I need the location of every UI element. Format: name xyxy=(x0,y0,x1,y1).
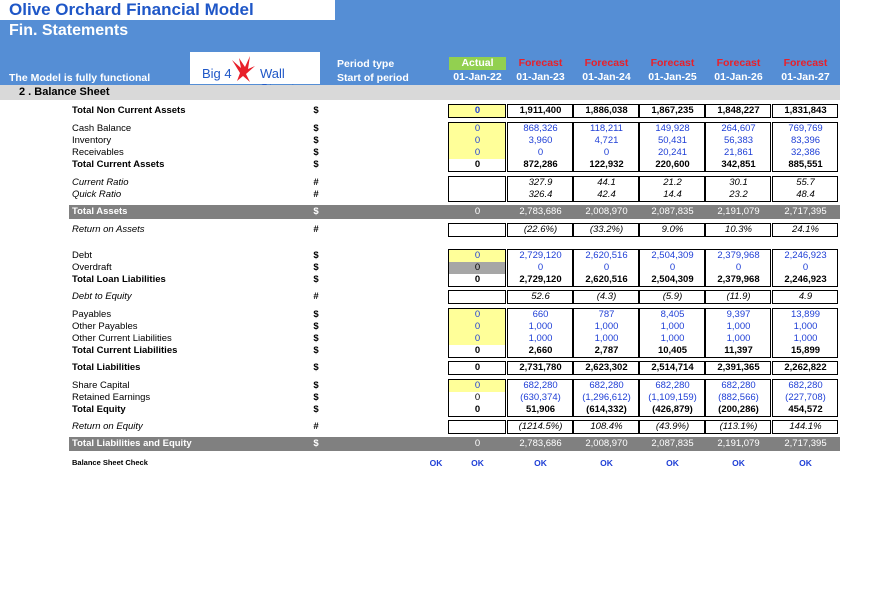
value-cell: 2,087,835 xyxy=(651,206,694,217)
value-cell[interactable]: 0 xyxy=(735,262,742,273)
cell-group-border xyxy=(639,249,705,287)
value-cell: 0 xyxy=(449,333,506,345)
check-ok-3: OK xyxy=(600,458,613,468)
row-unit: $ xyxy=(313,309,319,320)
value-cell: 0 xyxy=(449,321,506,333)
row-unit: $ xyxy=(313,321,319,332)
cell-group-border xyxy=(639,379,705,417)
cell-group-border xyxy=(448,379,506,417)
value-cell: 2,787 xyxy=(594,345,619,356)
cell-group-border xyxy=(639,420,705,434)
start-date-3: 01-Jan-25 xyxy=(648,71,697,83)
row-label: Total Liabilities xyxy=(72,362,141,373)
cell-group-border xyxy=(772,308,838,358)
value-cell: 2,246,923 xyxy=(784,274,827,285)
value-cell: (1214.5%) xyxy=(518,421,563,432)
cell-group-border xyxy=(448,420,506,434)
value-cell[interactable]: 13,899 xyxy=(790,309,821,320)
cell-group-border xyxy=(573,223,639,237)
value-cell: 52.6 xyxy=(531,291,550,302)
period-type-0: Actual xyxy=(449,57,506,70)
value-cell: 2,008,970 xyxy=(585,206,628,217)
value-cell: 24.1% xyxy=(792,224,819,235)
row-unit: $ xyxy=(313,206,319,217)
value-cell: 872,286 xyxy=(523,159,558,170)
value-cell[interactable]: 0 xyxy=(603,147,610,158)
value-cell[interactable]: 32,386 xyxy=(790,147,821,158)
value-cell[interactable]: 56,383 xyxy=(723,135,754,146)
value-cell: 30.1 xyxy=(729,177,748,188)
value-cell: 4.9 xyxy=(798,291,813,302)
value-cell: 0 xyxy=(474,206,481,217)
value-cell: 342,851 xyxy=(721,159,756,170)
row-unit: $ xyxy=(313,147,319,158)
value-cell[interactable]: 2,729,120 xyxy=(519,250,562,261)
value-cell: 51,906 xyxy=(525,404,556,415)
value-cell: 454,572 xyxy=(788,404,823,415)
row-label: Total Equity xyxy=(72,404,126,415)
row-label: Total Liabilities and Equity xyxy=(72,438,192,449)
cell-group-border xyxy=(507,176,573,202)
row-label: Share Capital xyxy=(72,380,130,391)
row-label: Return on Equity xyxy=(72,421,143,432)
value-cell: 48.4 xyxy=(796,189,815,200)
value-cell[interactable]: 1,000 xyxy=(528,321,553,332)
row-unit: $ xyxy=(313,135,319,146)
value-cell: 1,831,843 xyxy=(784,105,827,116)
value-cell[interactable]: 682,280 xyxy=(788,380,823,391)
row-label: Overdraft xyxy=(72,262,112,273)
cell-group-border xyxy=(639,361,705,375)
value-cell[interactable]: 682,280 xyxy=(721,380,756,391)
cell-group-border xyxy=(772,361,838,375)
cell-group-border xyxy=(772,379,838,417)
row-unit: $ xyxy=(313,274,319,285)
value-cell[interactable]: 1,000 xyxy=(726,321,751,332)
value-cell[interactable]: 8,405 xyxy=(660,309,685,320)
cell-group-border xyxy=(639,176,705,202)
row-unit: $ xyxy=(313,250,319,261)
value-cell: (22.6%) xyxy=(523,224,558,235)
value-cell[interactable]: 769,769 xyxy=(788,123,823,134)
row-label: Quick Ratio xyxy=(72,189,122,200)
section-title-balance-sheet: 2 . Balance Sheet xyxy=(0,85,840,100)
cell-group-border xyxy=(573,361,639,375)
period-type-3: Forecast xyxy=(650,57,695,69)
cell-group-border xyxy=(639,122,705,172)
value-cell: 42.4 xyxy=(597,189,616,200)
cell-group-border xyxy=(705,223,771,237)
row-unit: $ xyxy=(313,159,319,170)
value-cell[interactable]: 0 xyxy=(669,262,676,273)
row-label: Debt to Equity xyxy=(72,291,132,302)
value-cell: 55.7 xyxy=(796,177,815,188)
cell-group-border xyxy=(448,290,506,304)
balance-sheet-check-label: Balance Sheet Check xyxy=(72,458,148,467)
cell-group-border xyxy=(639,308,705,358)
value-cell[interactable]: 0 xyxy=(537,147,544,158)
value-cell[interactable]: 682,280 xyxy=(523,380,558,391)
cell-group-border xyxy=(448,176,506,202)
cell-group-border xyxy=(705,104,771,118)
value-cell[interactable]: 0 xyxy=(603,262,610,273)
value-cell: 327.9 xyxy=(528,177,553,188)
value-cell: 0 xyxy=(449,262,506,274)
value-cell: 1,886,038 xyxy=(585,105,628,116)
row-label: Debt xyxy=(72,250,93,261)
cell-group-border xyxy=(772,176,838,202)
value-cell[interactable]: (1,296,612) xyxy=(582,392,631,403)
value-cell: 0 xyxy=(449,105,506,117)
value-cell: 0 xyxy=(474,438,481,449)
check-ok-6: OK xyxy=(799,458,812,468)
value-cell: 11,397 xyxy=(724,345,753,356)
row-unit: $ xyxy=(313,438,319,449)
cell-group-border xyxy=(705,420,771,434)
cell-group-border xyxy=(772,223,838,237)
value-cell[interactable]: (882,566) xyxy=(718,392,759,403)
value-cell: 326.4 xyxy=(528,189,553,200)
value-cell: 220,600 xyxy=(655,159,690,170)
row-label: Receivables xyxy=(72,147,124,158)
value-cell[interactable]: 1,000 xyxy=(660,333,685,344)
value-cell[interactable]: 1,000 xyxy=(726,333,751,344)
period-type-label: Period type xyxy=(337,58,395,70)
value-cell[interactable]: 1,000 xyxy=(528,333,553,344)
cell-group-border xyxy=(507,104,573,118)
value-cell: 10.3% xyxy=(725,224,752,235)
value-cell[interactable]: 0 xyxy=(537,262,544,273)
value-cell[interactable]: 149,928 xyxy=(655,123,690,134)
cell-group-border xyxy=(705,176,771,202)
row-label: Payables xyxy=(72,309,112,320)
model-title: Olive Orchard Financial Model xyxy=(0,0,335,20)
value-cell: (11.9) xyxy=(726,291,751,302)
cell-group-border xyxy=(507,290,573,304)
row-label: Other Current Liabilities xyxy=(72,333,172,344)
value-cell[interactable]: 20,241 xyxy=(657,147,688,158)
value-cell[interactable]: (630,374) xyxy=(520,392,561,403)
cell-group-border xyxy=(705,290,771,304)
check-ok-5: OK xyxy=(732,458,745,468)
start-date-0: 01-Jan-22 xyxy=(453,71,502,83)
cell-group-border xyxy=(772,420,838,434)
value-cell: 144.1% xyxy=(789,421,822,432)
cell-group-border xyxy=(705,308,771,358)
value-cell[interactable]: 2,379,968 xyxy=(717,250,760,261)
cell-group-border xyxy=(507,379,573,417)
row-label: Current Ratio xyxy=(72,177,129,188)
row-unit: $ xyxy=(313,362,319,373)
value-cell[interactable]: 660 xyxy=(532,309,549,320)
value-cell: 0 xyxy=(449,147,506,159)
row-label: Total Current Assets xyxy=(72,159,165,170)
cell-group-border xyxy=(772,249,838,287)
row-label: Total Current Liabilities xyxy=(72,345,178,356)
cell-group-border xyxy=(573,249,639,287)
value-cell: 2,660 xyxy=(528,345,553,356)
cell-group-border xyxy=(507,122,573,172)
value-cell: 14.4 xyxy=(663,189,682,200)
start-date-2: 01-Jan-24 xyxy=(582,71,631,83)
check-ok-0: OK xyxy=(429,458,443,468)
cell-group-border xyxy=(705,361,771,375)
value-cell: 23.2 xyxy=(729,189,748,200)
start-date-5: 01-Jan-27 xyxy=(781,71,830,83)
value-cell: 44.1 xyxy=(597,177,616,188)
row-label: Retained Earnings xyxy=(72,392,151,403)
cell-group-border xyxy=(573,122,639,172)
cell-group-border xyxy=(705,122,771,172)
value-cell: 9.0% xyxy=(661,224,684,235)
row-unit: # xyxy=(313,421,319,432)
row-unit: $ xyxy=(313,262,319,273)
value-cell[interactable]: 118,211 xyxy=(590,123,623,134)
value-cell: (426,879) xyxy=(652,404,693,415)
value-cell: (4.3) xyxy=(596,291,617,302)
value-cell: 2,717,395 xyxy=(784,438,827,449)
value-cell: 2,514,714 xyxy=(651,362,694,373)
value-cell: 2,729,120 xyxy=(519,274,562,285)
value-cell: (113.1%) xyxy=(719,421,758,432)
value-cell[interactable]: (227,708) xyxy=(785,392,826,403)
value-cell: 122,932 xyxy=(589,159,624,170)
check-ok-1: OK xyxy=(471,458,484,468)
value-cell[interactable]: 682,280 xyxy=(589,380,624,391)
cell-group-border xyxy=(573,379,639,417)
value-cell[interactable]: 787 xyxy=(598,309,615,320)
big4-wallstreet-logo xyxy=(190,52,320,84)
row-label: Other Payables xyxy=(72,321,138,332)
value-cell: 2,504,309 xyxy=(651,274,694,285)
value-cell[interactable]: 50,431 xyxy=(657,135,688,146)
row-unit: # xyxy=(313,189,319,200)
cell-group-border xyxy=(448,104,506,118)
value-cell: 0 xyxy=(449,135,506,147)
cell-group-border xyxy=(639,223,705,237)
value-cell: 0 xyxy=(474,404,481,415)
value-cell: 2,391,365 xyxy=(717,362,760,373)
value-cell[interactable]: 1,000 xyxy=(793,321,818,332)
value-cell[interactable]: 264,607 xyxy=(721,123,756,134)
value-cell: 2,262,822 xyxy=(784,362,827,373)
cell-group-border xyxy=(573,290,639,304)
cell-group-border xyxy=(573,104,639,118)
value-cell: 2,783,686 xyxy=(519,438,562,449)
cell-group-border xyxy=(507,249,573,287)
value-cell: 0 xyxy=(449,123,506,135)
row-unit: # xyxy=(313,224,319,235)
row-label: Total Non Current Assets xyxy=(72,105,186,116)
row-label: Cash Balance xyxy=(72,123,132,134)
cell-group-border xyxy=(639,290,705,304)
cell-group-border xyxy=(772,290,838,304)
value-cell[interactable]: 2,504,309 xyxy=(651,250,694,261)
row-label: Total Loan Liabilities xyxy=(72,274,166,285)
value-cell: (5.9) xyxy=(662,291,683,302)
cell-group-border xyxy=(448,361,506,375)
row-label: Return on Assets xyxy=(72,224,145,235)
eagle-icon xyxy=(228,54,258,84)
cell-group-border xyxy=(573,420,639,434)
row-unit: $ xyxy=(313,404,319,415)
period-type-1: Forecast xyxy=(518,57,563,69)
row-unit: $ xyxy=(313,345,319,356)
period-type-2: Forecast xyxy=(584,57,629,69)
period-type-5: Forecast xyxy=(783,57,828,69)
cell-group-border xyxy=(705,379,771,417)
value-cell[interactable]: 868,326 xyxy=(523,123,558,134)
row-unit: $ xyxy=(313,380,319,391)
start-of-period-label: Start of period xyxy=(337,72,409,84)
value-cell: 2,783,686 xyxy=(519,206,562,217)
value-cell: 2,731,780 xyxy=(519,362,562,373)
cell-group-border xyxy=(448,308,506,358)
value-cell[interactable]: 3,960 xyxy=(528,135,553,146)
value-cell: 1,867,235 xyxy=(651,105,694,116)
sheet-title: Fin. Statements xyxy=(9,22,129,39)
value-cell: (33.2%) xyxy=(589,224,624,235)
value-cell: (614,332) xyxy=(586,404,627,415)
value-cell[interactable]: 9,397 xyxy=(726,309,751,320)
cell-group-border xyxy=(448,122,506,172)
cell-group-border xyxy=(573,176,639,202)
value-cell: 2,087,835 xyxy=(651,438,694,449)
value-cell[interactable]: 682,280 xyxy=(655,380,690,391)
row-label: Total Assets xyxy=(72,206,128,217)
value-cell[interactable]: 2,620,516 xyxy=(585,250,628,261)
cell-group-border xyxy=(705,249,771,287)
cell-group-border xyxy=(448,223,506,237)
cell-group-border xyxy=(507,420,573,434)
start-date-4: 01-Jan-26 xyxy=(714,71,763,83)
value-cell[interactable]: 83,396 xyxy=(790,135,821,146)
logo-text-left: Big 4 xyxy=(202,66,232,81)
value-cell[interactable]: 4,721 xyxy=(594,135,619,146)
value-cell: 0 xyxy=(474,362,481,373)
value-cell[interactable]: (1,109,159) xyxy=(648,392,697,403)
model-status: The Model is fully functional xyxy=(9,72,151,84)
period-type-4: Forecast xyxy=(716,57,761,69)
value-cell[interactable]: 1,000 xyxy=(793,333,818,344)
cell-group-border xyxy=(448,249,506,287)
start-date-1: 01-Jan-23 xyxy=(516,71,565,83)
cell-group-border xyxy=(772,122,838,172)
value-cell: (200,286) xyxy=(718,404,759,415)
value-cell: 0 xyxy=(474,345,481,356)
value-cell: 1,911,400 xyxy=(519,105,562,116)
value-cell: 0 xyxy=(474,159,481,170)
value-cell: 2,623,302 xyxy=(585,362,628,373)
value-cell[interactable]: 2,246,923 xyxy=(784,250,827,261)
cell-group-border xyxy=(507,223,573,237)
cell-group-border xyxy=(639,104,705,118)
row-label: Inventory xyxy=(72,135,112,146)
value-cell: 108.4% xyxy=(590,421,623,432)
cell-group-border xyxy=(573,308,639,358)
value-cell: 0 xyxy=(449,250,506,262)
value-cell[interactable]: 21,861 xyxy=(723,147,754,158)
row-unit: # xyxy=(313,177,319,188)
value-cell[interactable]: 1,000 xyxy=(594,321,619,332)
check-ok-2: OK xyxy=(534,458,547,468)
value-cell: 2,191,079 xyxy=(717,438,760,449)
check-ok-4: OK xyxy=(666,458,679,468)
logo-text-right: Wall xyxy=(260,66,285,81)
value-cell: 2,620,516 xyxy=(585,274,628,285)
value-cell: 0 xyxy=(449,380,506,392)
value-cell: 2,191,079 xyxy=(717,206,760,217)
value-cell: 0 xyxy=(474,274,481,285)
value-cell: 10,405 xyxy=(657,345,688,356)
row-unit: $ xyxy=(313,123,319,134)
value-cell: 885,551 xyxy=(788,159,823,170)
value-cell: 0 xyxy=(474,392,481,403)
value-cell[interactable]: 0 xyxy=(802,262,809,273)
value-cell[interactable]: 1,000 xyxy=(660,321,685,332)
value-cell[interactable]: 1,000 xyxy=(594,333,619,344)
value-cell: 21.2 xyxy=(663,177,682,188)
value-cell: 1,848,227 xyxy=(717,105,760,116)
cell-group-border xyxy=(507,308,573,358)
row-unit: $ xyxy=(313,105,319,116)
row-unit: # xyxy=(313,291,319,302)
value-cell: 2,379,968 xyxy=(717,274,760,285)
value-cell: (43.9%) xyxy=(655,421,690,432)
row-unit: $ xyxy=(313,392,319,403)
value-cell: 2,717,395 xyxy=(784,206,827,217)
value-cell: 15,899 xyxy=(790,345,821,356)
cell-group-border xyxy=(507,361,573,375)
value-cell: 0 xyxy=(449,309,506,321)
cell-group-border xyxy=(772,104,838,118)
value-cell: 2,008,970 xyxy=(585,438,628,449)
row-unit: $ xyxy=(313,333,319,344)
